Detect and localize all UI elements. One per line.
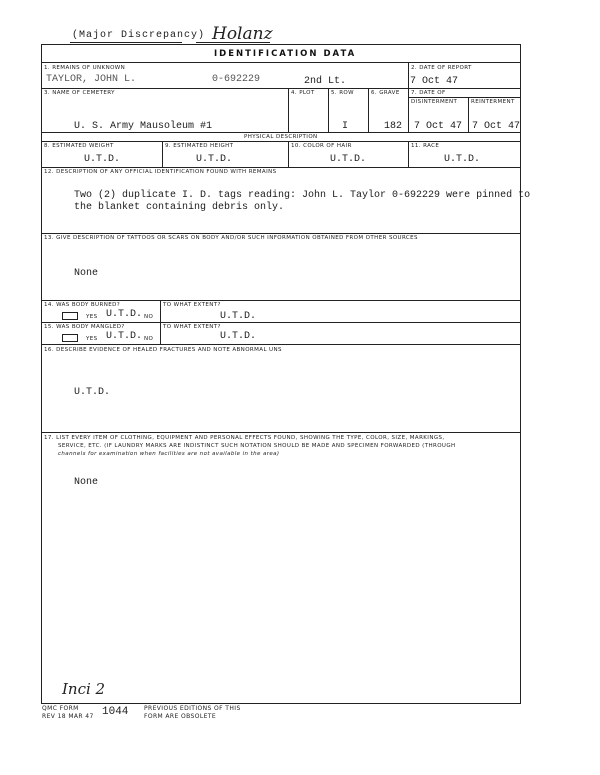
item15-label: 15. WAS BODY MANGLED?: [44, 324, 125, 330]
item15-extent-value: U.T.D.: [220, 331, 257, 342]
item12-bottom: [41, 233, 521, 234]
item15-no: NO: [144, 336, 154, 342]
race-label: 11. RACE: [411, 143, 440, 149]
item17-label-line2: SERVICE, ETC. (IF LAUNDRY MARKS ARE INDISTINCT SUCH NOTATION SHOULD BE MADE AND SPECIMEN FORWARDED (THROUGH: [58, 443, 456, 449]
race-divider: [408, 141, 409, 167]
row1-divider: [408, 62, 409, 88]
disinterment-divider: [468, 97, 469, 132]
disinterment-label: DISINTERMENT: [411, 99, 458, 105]
item13-bottom: [41, 300, 521, 301]
item12-line2: the blanket containing debris only.: [74, 202, 285, 213]
grave-value: 182: [384, 121, 403, 132]
cemetery-value: U. S. Army Mausoleum #1: [74, 121, 213, 132]
major-discrepancy-underline: [70, 42, 182, 43]
item14-label: 14. WAS BODY BURNED?: [44, 302, 121, 308]
weight-label: 8. ESTIMATED WEIGHT: [44, 143, 114, 149]
remains-value: TAYLOR, JOHN L.: [46, 74, 137, 85]
item12-label: 12. DESCRIPTION OF ANY OFFICIAL IDENTIFICATION FOUND WITH REMAINS: [44, 169, 277, 175]
item17-label-line3: channels for examination when facilities are not available in the area): [58, 451, 280, 457]
remains-label: 1. REMAINS OF UNKNOWN: [44, 65, 126, 71]
item13-label: 13. GIVE DESCRIPTION OF TATTOOS OR SCARS ON BODY AND/OR SUCH INFORMATION OBTAINED FROM OTHER SOURCES: [44, 235, 418, 241]
hair-divider: [288, 141, 289, 167]
item14-yes: YES: [86, 314, 98, 320]
rank-value: 2nd Lt.: [304, 76, 347, 87]
date-report-value: 7 Oct 47: [410, 76, 459, 87]
date-of-divider: [408, 88, 409, 132]
item12-line1: Two (2) duplicate I. D. tags reading: John L. Taylor 0-692229 were pinned to: [74, 190, 531, 201]
item15-divider: [160, 322, 161, 344]
race-value: U.T.D.: [444, 154, 481, 165]
item15-checkbox[interactable]: [62, 334, 78, 342]
physical-section-label: PHYSICAL DESCRIPTION: [244, 134, 318, 140]
date-of-label: 7. DATE OF: [411, 90, 446, 96]
previous-editions-line1: PREVIOUS EDITIONS OF THIS: [144, 705, 241, 712]
weight-value: U.T.D.: [84, 154, 121, 165]
form-title: IDENTIFICATION DATA: [214, 49, 357, 59]
item16-bottom: [41, 432, 521, 433]
item16-label: 16. DESCRIBE EVIDENCE OF HEALED FRACTURES AND NOTE ABNORMAL UNS: [44, 347, 282, 353]
item15-bottom: [41, 344, 521, 345]
physical-divider: [41, 141, 521, 142]
height-value: U.T.D.: [196, 154, 233, 165]
row1-bottom: [41, 88, 521, 89]
item14-bottom: [41, 322, 521, 323]
reinterment-value: 7 Oct 47: [472, 121, 521, 132]
plot-divider: [288, 88, 289, 132]
hair-label: 10. COLOR OF HAIR: [291, 143, 352, 149]
disinterment-value: 7 Oct 47: [414, 121, 463, 132]
form-number: 1044: [102, 706, 129, 718]
row-label: 5. ROW: [331, 90, 354, 96]
item17-value: None: [74, 477, 99, 488]
height-divider: [162, 141, 163, 167]
grave-label: 6. GRAVE: [371, 90, 400, 96]
handwritten-name-underline: [196, 42, 270, 43]
major-discrepancy-label: (Major Discrepancy): [72, 30, 206, 41]
previous-editions-line2: FORM ARE OBSOLETE: [144, 713, 217, 720]
item14-checkbox[interactable]: [62, 312, 78, 320]
item14-no: NO: [144, 314, 154, 320]
item14-divider: [160, 300, 161, 322]
row-value: I: [342, 121, 349, 132]
title-divider: [41, 62, 521, 63]
handwritten-name: Holanz: [212, 24, 273, 44]
item14-value: U.T.D.: [106, 309, 143, 320]
row2-bottom: [41, 132, 521, 133]
form-line2: REV 18 MAR 47: [42, 713, 94, 720]
physical-bottom: [41, 167, 521, 168]
serial-value: 0-692229: [212, 74, 261, 85]
item16-value: U.T.D.: [74, 387, 111, 398]
item13-value: None: [74, 268, 99, 279]
item15-yes: YES: [86, 336, 98, 342]
date-report-label: 2. DATE OF REPORT: [411, 65, 472, 71]
hair-value: U.T.D.: [330, 154, 367, 165]
item15-extent-label: TO WHAT EXTENT?: [163, 324, 221, 330]
grave-divider: [368, 88, 369, 132]
row-divider: [328, 88, 329, 132]
item14-extent-label: TO WHAT EXTENT?: [163, 302, 221, 308]
height-label: 9. ESTIMATED HEIGHT: [165, 143, 234, 149]
item15-value: U.T.D.: [106, 331, 143, 342]
item14-extent-value: U.T.D.: [220, 311, 257, 322]
item17-label-line1: 17. LIST EVERY ITEM OF CLOTHING, EQUIPMENT AND PERSONAL EFFECTS FOUND, SHOWING THE TYPE, COLOR, SIZE, MARKINGS,: [44, 435, 445, 441]
form-line1: QMC FORM: [42, 705, 79, 712]
plot-label: 4. PLOT: [291, 90, 315, 96]
footer-handwritten-inci: Inci 2: [62, 680, 106, 698]
cemetery-label: 3. NAME OF CEMETERY: [44, 90, 115, 96]
date-of-subdivider: [408, 97, 521, 98]
reinterment-label: REINTERMENT: [471, 99, 515, 105]
